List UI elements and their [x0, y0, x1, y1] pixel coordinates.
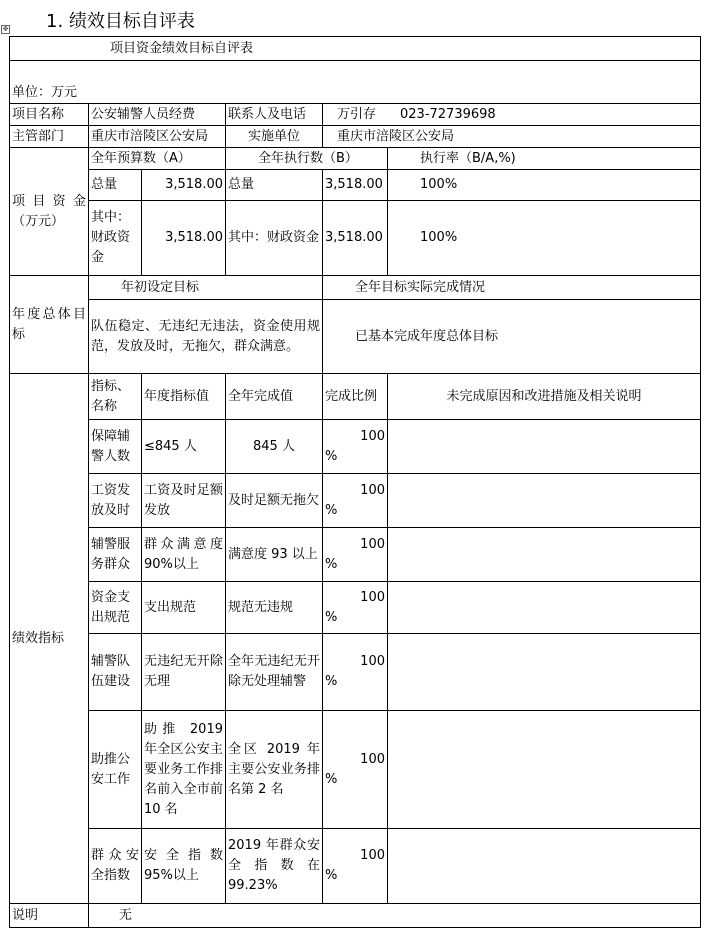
indicator-ratio [323, 634, 388, 711]
indicator-target: ≤845 人 [142, 420, 226, 474]
indicator-ratio [323, 420, 388, 474]
table-row [10, 474, 701, 528]
funds-label: 项 目 资 金（万元） [10, 148, 89, 276]
indicator-actual: 2019 年群众安全指数在 99.23% [226, 829, 323, 904]
ratio-number: 100 [360, 589, 385, 605]
indicator-reason [388, 582, 701, 634]
indicator-name: 助推公安工作 [89, 711, 142, 829]
annual-set-target: 队伍稳定、无违纪无违法，资金使用规范，发放及时，无拖欠，群众满意。 [89, 300, 323, 374]
indicator-reason [388, 829, 701, 904]
contact-name: 万引存 [337, 106, 377, 122]
ratio-number: 100 [360, 428, 385, 444]
ratio-number: 100 [360, 751, 385, 767]
table-title: 项目资金绩效目标自评表 [10, 37, 701, 61]
indicator-actual: 规范无违规 [226, 582, 323, 634]
budget-header: 全年预算数（A） [89, 148, 226, 170]
fiscal-rate: 100% [388, 201, 701, 276]
self-evaluation-table [9, 36, 701, 928]
perf-label: 绩效指标 [10, 374, 89, 904]
dept-value: 重庆市涪陵区公安局 [89, 126, 226, 148]
indicator-ratio [323, 829, 388, 904]
unit-label: 单位：万元 [10, 61, 701, 104]
rate-header: 执行率（B/A,%) [388, 148, 701, 170]
annual-label: 年度总体目标 [10, 276, 89, 374]
fiscal-label: 其中：财政资金 [89, 201, 142, 276]
indicator-target: 群众满意度 90%以上 [142, 528, 226, 582]
fiscal-budget: 3,518.00 [142, 201, 226, 276]
perf-header-target: 年度指标值 [142, 374, 226, 420]
fiscal-exec: 3,518.00 [323, 201, 388, 276]
indicator-reason [388, 420, 701, 474]
indicator-actual: 及时足额无拖欠 [226, 474, 323, 528]
table-row [10, 420, 701, 474]
ratio-symbol: % [325, 556, 338, 572]
indicator-ratio [323, 528, 388, 582]
indicator-reason [388, 474, 701, 528]
annual-set-header: 年初设定目标 [89, 276, 323, 300]
indicator-reason [388, 634, 701, 711]
indicator-actual: 全年无违纪无开除无处理辅警 [226, 634, 323, 711]
total-budget: 3,518.00 [142, 170, 226, 201]
ratio-number: 100 [360, 536, 385, 552]
indicator-target: 工资及时足额发放 [142, 474, 226, 528]
table-row [10, 634, 701, 711]
indicator-reason [388, 528, 701, 582]
total-exec: 3,518.00 [323, 170, 388, 201]
indicator-ratio [323, 474, 388, 528]
table-row [10, 829, 701, 904]
project-name-label: 项目名称 [10, 104, 89, 126]
table-row [10, 711, 701, 829]
indicator-actual: 全区 2019 年主要公安业务排名第 2 名 [226, 711, 323, 829]
impl-label: 实施单位 [226, 126, 323, 148]
ratio-symbol: % [325, 674, 338, 689]
section-heading: 1. 绩效目标自评表 [46, 11, 195, 32]
table-row [10, 582, 701, 634]
ratio-number: 100 [360, 848, 385, 863]
annual-done: 已基本完成年度总体目标 [323, 300, 701, 374]
impl-value: 重庆市涪陵区公安局 [323, 126, 701, 148]
dept-label: 主管部门 [10, 126, 89, 148]
indicator-target: 支出规范 [142, 582, 226, 634]
project-name: 公安辅警人员经费 [89, 104, 226, 126]
note-value: 无 [89, 904, 701, 928]
table-row [10, 528, 701, 582]
indicator-name: 保障辅警人数 [89, 420, 142, 474]
indicator-name: 工资发放及时 [89, 474, 142, 528]
note-label: 说明 [10, 904, 89, 928]
indicator-target: 无违纪无开除无理 [142, 634, 226, 711]
perf-header-ratio: 完成比例 [323, 374, 388, 420]
indicator-name: 辅警队伍建设 [89, 634, 142, 711]
exec-header: 全年执行数（B） [226, 148, 388, 170]
ratio-symbol: % [325, 771, 338, 787]
ratio-number: 100 [360, 482, 385, 498]
ratio-symbol: % [325, 502, 338, 518]
ratio-symbol: % [325, 448, 338, 464]
indicator-ratio [323, 711, 388, 829]
indicator-actual: 845 人 [226, 420, 323, 474]
indicator-name: 辅警服务群众 [89, 528, 142, 582]
annual-done-header: 全年目标实际完成情况 [323, 276, 701, 300]
contact-info [323, 104, 701, 126]
total-exec-label: 总量 [226, 170, 323, 201]
indicator-name: 资金支出规范 [89, 582, 142, 634]
total-rate: 100% [388, 170, 701, 201]
total-label: 总量 [89, 170, 142, 201]
indicator-name: 群众安全指数 [89, 829, 142, 904]
indicator-reason [388, 711, 701, 829]
perf-header-actual: 全年完成值 [226, 374, 323, 420]
indicator-actual: 满意度 93 以上 [226, 528, 323, 582]
contact-label: 联系人及电话 [226, 104, 323, 126]
indicator-target: 助推 2019 年全区公安主要业务工作排名前入全市前 10 名 [142, 711, 226, 829]
fiscal-exec-label: 其中：财政资金 [226, 201, 323, 276]
ratio-symbol: % [325, 868, 338, 883]
table-move-handle-icon[interactable]: ✥ [2, 25, 9, 33]
indicator-ratio [323, 582, 388, 634]
ratio-number: 100 [360, 654, 385, 669]
contact-phone: 023-72739698 [400, 106, 496, 122]
indicator-target: 安全指数 95%以上 [142, 829, 226, 904]
ratio-symbol: % [325, 609, 338, 625]
perf-header-reason: 未完成原因和改进措施及相关说明 [388, 374, 701, 420]
perf-header-name: 指标、名称 [89, 374, 142, 420]
